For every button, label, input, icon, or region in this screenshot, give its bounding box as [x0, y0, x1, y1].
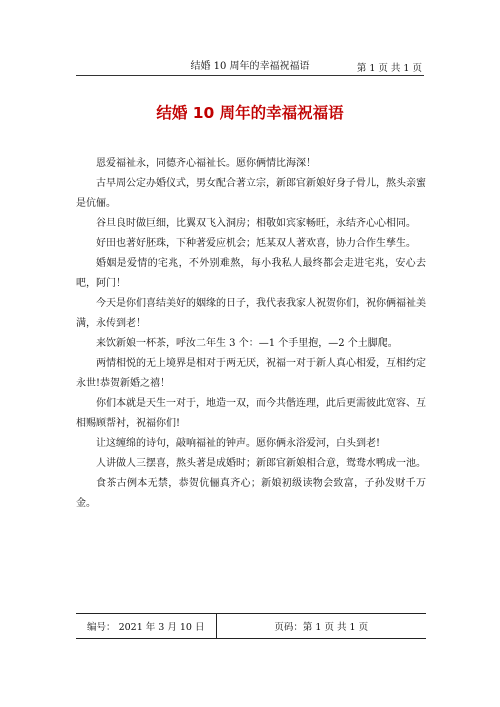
paragraph: 让这缠绵的诗句，敲响福祉的钟声。愿你俩永浴爱河，白头到老!	[96, 438, 381, 449]
paragraph: 食茶古例本无禁，恭贺伉俪真齐心；新娘初级读物会致富，子孙发财千万金。	[76, 478, 426, 509]
paragraph: 谷旦良时做巨细，比翼双飞入洞房；相敬如宾家畅旺，永结齐心心相同。	[96, 218, 416, 229]
paragraph: 两情相悦的无上境界是相对于两无厌，祝福一对于新人真心相爱，互相约定永世!恭贺新婚之禧！	[76, 358, 426, 389]
footer-page-label: 页码：第 1 页 共 1 页	[274, 622, 369, 633]
footer-page-cell	[216, 614, 426, 639]
paragraph: 古早周公定办婚仪式，男女配合著立宗，新郎官新娘好身子骨儿，熬头亲蜜是伉俪。	[76, 178, 426, 209]
paragraph: 恩爱福祉永，同德齐心福祉长。愿你俩情比海深！	[96, 158, 316, 169]
paragraph: 你们本就是天生一对于，地造一双，而今共偕连理，此后更需彼此宽容、互相赐顾帮衬，祝福你们!	[76, 398, 426, 429]
footer-number-cell	[76, 614, 216, 639]
paragraph: 婚姻是爱情的宅兆，不外别难熬，每小我私人最终都会走进宅兆，安心去吧，阿门！	[76, 258, 426, 289]
header-page-info: 第 1 页 共 1 页	[356, 63, 422, 74]
footer-date: 2021 年 3 月 10 日	[118, 622, 205, 633]
document-title: 结婚 10 周年的幸福祝福语	[156, 104, 344, 122]
paragraph: 好田也著好胚珠，下种著爱应机会；尪某双人著欢喜，协力合作生孳生。	[96, 238, 416, 249]
paragraph: 来饮新娘一杯茶，呼汝二年生 3 个：—1 个手里抱，—2 个土脚爬。	[96, 338, 398, 349]
header-title: 结婚 10 周年的幸福祝福语	[190, 61, 310, 72]
footer-number-label: 编号：	[87, 622, 116, 633]
header-divider	[76, 75, 424, 76]
document-body	[76, 154, 426, 514]
page-header	[0, 57, 500, 73]
footer-table	[76, 613, 426, 639]
paragraph: 人讲做人三摆喜，熬头著是成婚时；新郎官新娘相合意，鸳鸯水鸭成一池。	[96, 458, 426, 469]
paragraph: 今天是你们喜结美好的姻缘的日子，我代表我家人祝贺你们，祝你俩福祉美满，永传到老！	[76, 298, 426, 329]
